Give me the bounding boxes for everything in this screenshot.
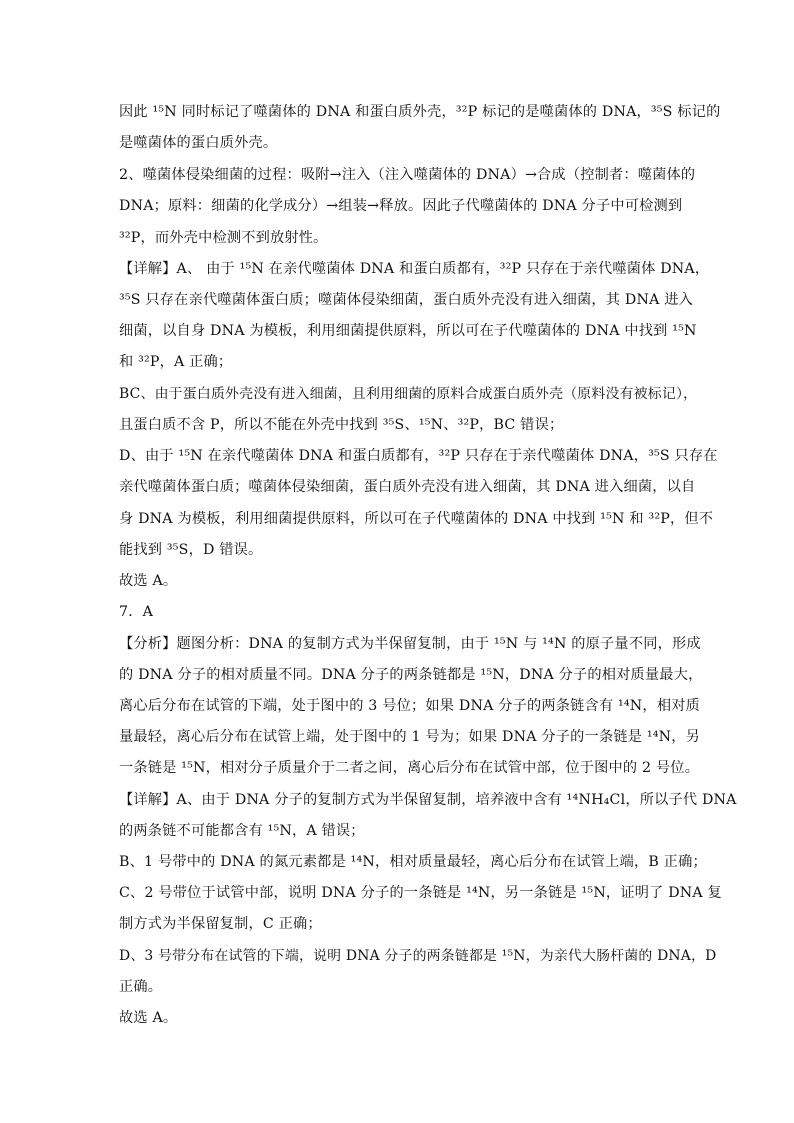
text-line: 的 DNA 分子的相对质量不同。DNA 分子的两条链都是 ¹⁵N，DNA 分子的相对质量最大， bbox=[119, 667, 703, 683]
text-line: C、2 号带位于试管中部，说明 DNA 分子的一条链是 ¹⁴N，另一条链是 ¹⁵N，证明了 DNA 复 bbox=[119, 885, 722, 901]
text-line: BC、由于蛋白质外壳没有进入细菌，且利用细菌的原料合成蛋白质外壳（原料没有被标记）， bbox=[119, 386, 698, 402]
text-line: 正确。 bbox=[119, 979, 163, 995]
text-line: 因此 ¹⁵N 同时标记了噬菌体的 DNA 和蛋白质外壳，³²P 标记的是噬菌体的 DNA，³⁵S 标记的 bbox=[119, 104, 721, 120]
text-line: 亲代噬菌体蛋白质；噬菌体侵染细菌，蛋白质外壳没有进入细菌，其 DNA 进入细菌，以自 bbox=[119, 479, 696, 495]
text-line: 2、噬菌体侵染细菌的过程：吸附→注入（注入噬菌体的 DNA）→合成（控制者：噬菌体的 bbox=[119, 167, 696, 183]
text-line: 是噬菌体的蛋白质外壳。 bbox=[119, 135, 278, 151]
text-line: 【分析】题图分析：DNA 的复制方式为半保留复制，由于 ¹⁵N 与 ¹⁴N 的原子量不同，形成 bbox=[119, 636, 701, 652]
text-line: DNA；原料：细菌的化学成分）→组装→释放。因此子代噬菌体的 DNA 分子中可检测到 bbox=[119, 198, 683, 214]
text-line: 故选 A。 bbox=[119, 573, 178, 589]
text-line: 的两条链不可能都含有 ¹⁵N，A 错误； bbox=[119, 823, 365, 839]
text-line: 能找到 ³⁵S，D 错误。 bbox=[119, 542, 263, 558]
text-line: 且蛋白质不含 P，所以不能在外壳中找到 ³⁵S、¹⁵N、³²P，BC 错误； bbox=[119, 417, 564, 433]
text-line: 身 DNA 为模板，利用细菌提供原料，所以可在子代噬菌体的 DNA 中找到 ¹⁵N 和 ³²P，但不 bbox=[119, 511, 714, 527]
text-line: 【详解】A、 由于 ¹⁵N 在亲代噬菌体 DNA 和蛋白质都有，³²P 只存在于亲代噬菌体 DNA， bbox=[119, 261, 710, 277]
text-line: ³⁵S 只存在亲代噬菌体蛋白质；噬菌体侵染细菌，蛋白质外壳没有进入细菌，其 DNA 进入 bbox=[119, 292, 694, 308]
text-line: D、由于 ¹⁵N 在亲代噬菌体 DNA 和蛋白质都有，³²P 只存在于亲代噬菌体 DNA，³⁵S 只存在 bbox=[119, 448, 718, 464]
text-line: 和 ³²P，A 正确； bbox=[119, 354, 233, 370]
text-line: 一条链是 ¹⁵N，相对分子质量介于二者之间，离心后分布在试管中部，位于图中的 2 号位。 bbox=[119, 760, 700, 776]
text-line: 离心后分布在试管的下端，处于图中的 3 号位；如果 DNA 分子的两条链含有 ¹⁴N，相对质 bbox=[119, 698, 700, 714]
text-line: B、1 号带中的 DNA 的氮元素都是 ¹⁴N，相对质量最轻，离心后分布在试管上端，B 正确； bbox=[119, 854, 707, 870]
text-line: D、3 号带分布在试管的下端，说明 DNA 分子的两条链都是 ¹⁵N，为亲代大肠杆菌的 DNA，D bbox=[119, 948, 717, 964]
text-line: 制方式为半保留复制，C 正确； bbox=[119, 916, 322, 932]
text-line: 7．A bbox=[119, 604, 154, 620]
text-line: ³²P，而外壳中检测不到放射性。 bbox=[119, 230, 328, 246]
text-line: 故选 A。 bbox=[119, 1010, 178, 1026]
text-line: 细菌，以自身 DNA 为模板，利用细菌提供原料，所以可在子代噬菌体的 DNA 中找到 ¹⁵N bbox=[119, 323, 697, 339]
text-line: 量最轻，离心后分布在试管上端，处于图中的 1 号为；如果 DNA 分子的一条链是 ¹⁴N，另 bbox=[119, 729, 700, 745]
text-line: 【详解】A、由于 DNA 分子的复制方式为半保留复制，培养液中含有 ¹⁴NH₄Cl，所以子代 DNA bbox=[119, 792, 737, 808]
